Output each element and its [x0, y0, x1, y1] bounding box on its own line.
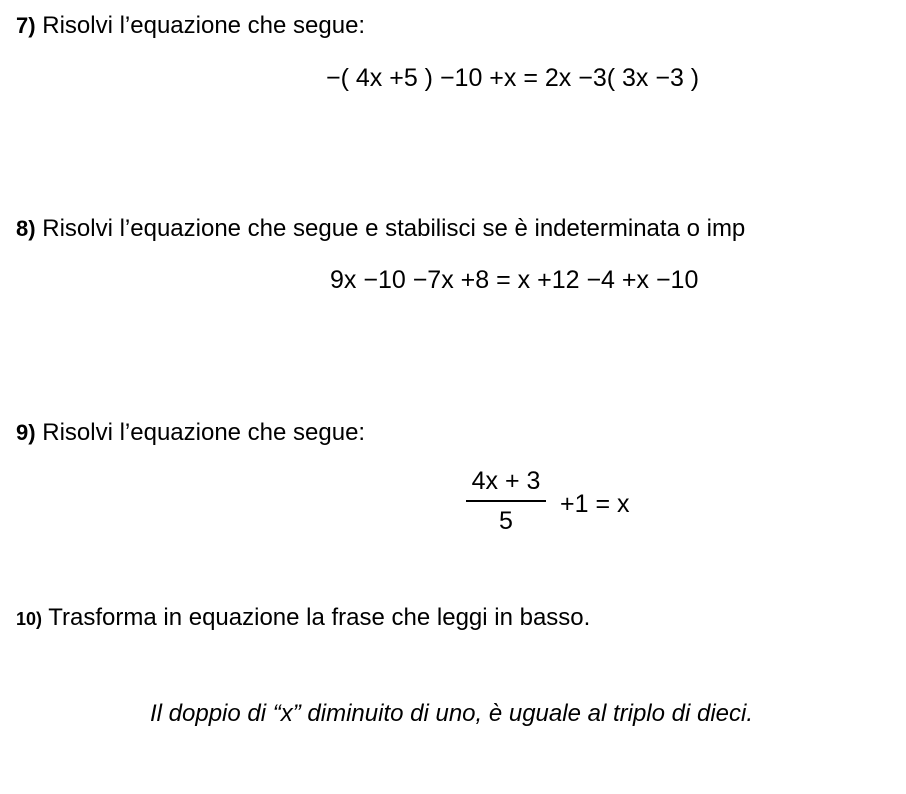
exercise-number: 8) — [16, 216, 36, 241]
exercise-prompt: Risolvi l’equazione che segue: — [42, 419, 366, 446]
fraction-denominator: 5 — [499, 507, 513, 535]
exercise-10-heading — [16, 604, 590, 633]
exercise-9-equation-rest: +1 = x — [560, 490, 630, 518]
exercise-7-equation: −( 4x +5 ) −10 +x = 2x −3( 3x −3 ) — [326, 64, 700, 92]
exercise-7-heading — [16, 12, 365, 40]
exercise-number: 9) — [16, 420, 36, 445]
fraction-bar — [466, 500, 546, 502]
exercise-prompt: Risolvi l’equazione che segue: — [42, 12, 366, 39]
exercise-prompt: Risolvi l’equazione che segue e stabilisci se è indeterminata o imp — [42, 215, 746, 242]
fraction-numerator: 4x + 3 — [471, 467, 541, 495]
exercise-10-sentence: Il doppio di “x” diminuito di uno, è uguale al triplo di dieci. — [150, 700, 754, 727]
exercise-prompt: Trasforma in equazione la frase che leggi in basso. — [48, 604, 591, 631]
exercise-number: 10) — [16, 609, 43, 629]
exercise-8-heading — [16, 215, 745, 243]
exercise-9-fraction — [466, 466, 546, 536]
exercise-9-heading — [16, 419, 365, 447]
exercise-number: 7) — [16, 13, 36, 38]
exercise-8-equation: 9x −10 −7x +8 = x +12 −4 +x −10 — [330, 266, 699, 294]
